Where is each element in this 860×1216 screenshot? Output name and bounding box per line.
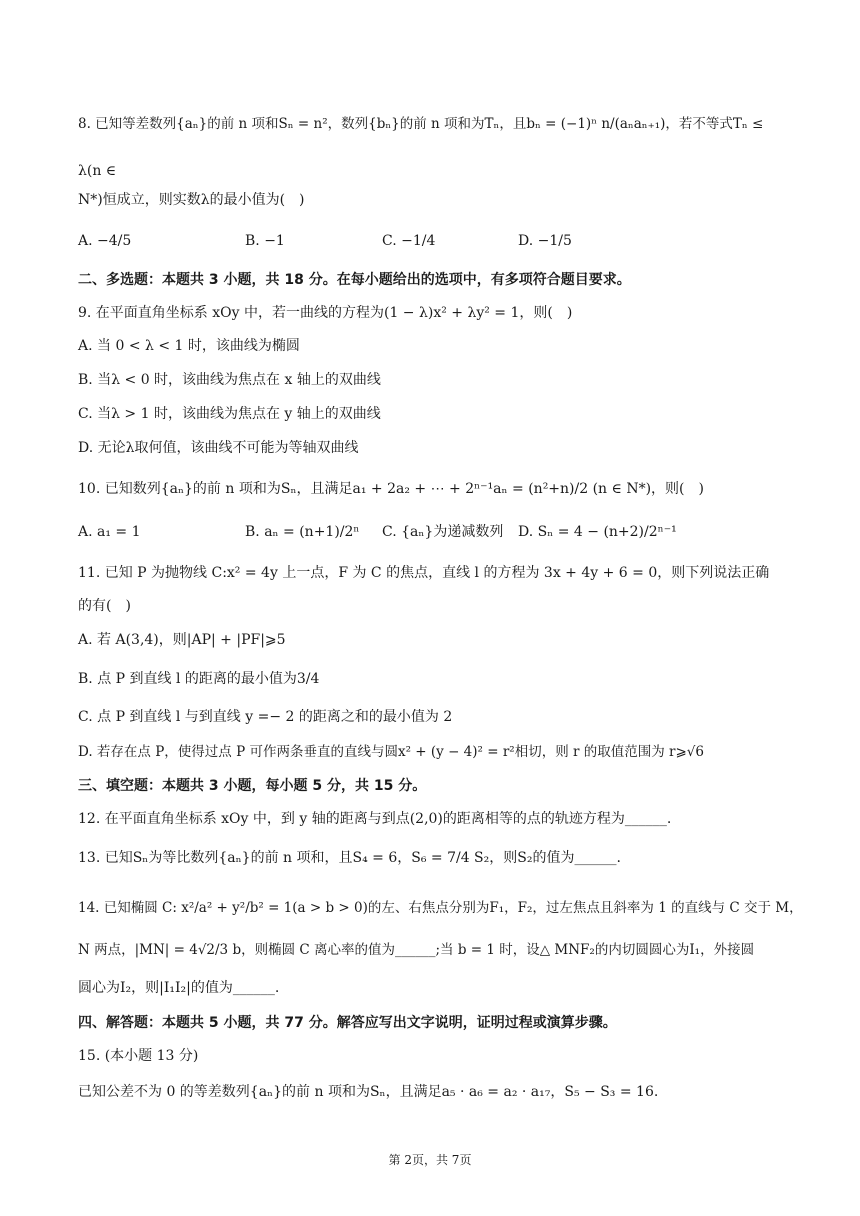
q11-option-a: A. 若 A(3,4)，则|AP| + |PF|⩾5 (78, 632, 286, 648)
q15-header: 15. (本小题 13 分) (78, 1048, 199, 1064)
q12-stem: 12. 在平面直角坐标系 xOy 中，到 y 轴的距离与到点(2,0)的距离相等的点的轨迹方程为______. (78, 811, 672, 827)
q11-option-b: B. 点 P 到直线 l 的距离的最小值为3/4 (78, 671, 320, 687)
q10-option-b: B. aₙ = (n+1)/2ⁿ (245, 524, 360, 540)
q13-stem: 13. 已知Sₙ为等比数列{aₙ}的前 n 项和，且S₄ = 6，S₆ = 7/4 S₂，则S₂的值为______. (78, 850, 621, 866)
q11-option-d: D. 若存在点 P，使得过点 P 可作两条垂直的直线与圆x² + (y − 4)² = r²相切，则 r 的取值范围为 r⩾√6 (78, 744, 704, 760)
q9-option-d: D. 无论λ取何值，该曲线不可能为等轴双曲线 (78, 440, 359, 456)
q10-option-c: C. {aₙ}为递减数列 (382, 524, 504, 540)
q8-option-a: A. −4/5 (78, 233, 132, 249)
q10-option-d: D. Sₙ = 4 − (n+2)/2ⁿ⁻¹ (518, 524, 677, 540)
section-heading-solutions: 四、解答题：本题共 5 小题，共 77 分。解答应写出文字说明，证明过程或演算步骤。 (78, 1015, 617, 1031)
q14-line1: 14. 已知椭圆 C: x²/a² + y²/b² = 1(a > b > 0)的左、右焦点分别为F₁，F₂，过左焦点且斜率为 1 的直线与 C 交于 M， (78, 900, 803, 916)
q9-option-b: B. 当λ < 0 时，该曲线为焦点在 x 轴上的双曲线 (78, 372, 381, 388)
q10-option-a: A. a₁ = 1 (78, 524, 141, 540)
q15-stem: 已知公差不为 0 的等差数列{aₙ}的前 n 项和为Sₙ，且满足a₅ · a₆ = a₂ · a₁₇，S₅ − S₃ = 16. (78, 1084, 659, 1100)
q8-option-c: C. −1/4 (382, 233, 436, 249)
q8-line3: N*)恒成立，则实数λ的最小值为( ) (78, 192, 305, 208)
q14-line3: 圆心为I₂，则|I₁I₂|的值为______. (78, 980, 280, 996)
q9-stem: 9. 在平面直角坐标系 xOy 中，若一曲线的方程为(1 − λ)x² + λy² = 1，则( ) (78, 305, 573, 321)
section-heading-fill-in: 三、填空题：本题共 3 小题，每小题 5 分，共 15 分。 (78, 778, 427, 794)
q10-stem: 10. 已知数列{aₙ}的前 n 项和为Sₙ，且满足a₁ + 2a₂ + ⋯ + 2ⁿ⁻¹aₙ = (n²+n)/2 (n ∈ N*)，则( ) (78, 481, 704, 497)
q11-stem-line2: 的有( ) (78, 598, 131, 614)
q9-option-c: C. 当λ > 1 时，该曲线为焦点在 y 轴上的双曲线 (78, 406, 381, 422)
q14-line2: N 两点，|MN| = 4√2/3 b，则椭圆 C 离心率的值为______;当 b = 1 时，设△ MNF₂的内切圆圆心为I₁，外接圆 (78, 942, 755, 958)
q8-line2: λ(n ∈ (78, 163, 117, 179)
q8-line1: 8. 已知等差数列{aₙ}的前 n 项和Sₙ = n²，数列{bₙ}的前 n 项和为Tₙ，且bₙ = (−1)ⁿ n/(aₙaₙ₊₁)，若不等式Tₙ ≤ (78, 116, 764, 132)
page-footer: 第 2页，共 7页 (388, 1153, 472, 1167)
q8-option-d: D. −1/5 (518, 233, 572, 249)
section-heading-multiple-choice: 二、多选题：本题共 3 小题，共 18 分。在每小题给出的选项中，有多项符合题目要求。 (78, 272, 631, 288)
q8-option-b: B. −1 (245, 233, 285, 249)
q9-option-a: A. 当 0 < λ < 1 时，该曲线为椭圆 (78, 338, 300, 354)
q11-option-c: C. 点 P 到直线 l 与到直线 y =− 2 的距离之和的最小值为 2 (78, 709, 453, 725)
q11-stem-line1: 11. 已知 P 为抛物线 C:x² = 4y 上一点，F 为 C 的焦点，直线 l 的方程为 3x + 4y + 6 = 0，则下列说法正确 (78, 565, 770, 581)
